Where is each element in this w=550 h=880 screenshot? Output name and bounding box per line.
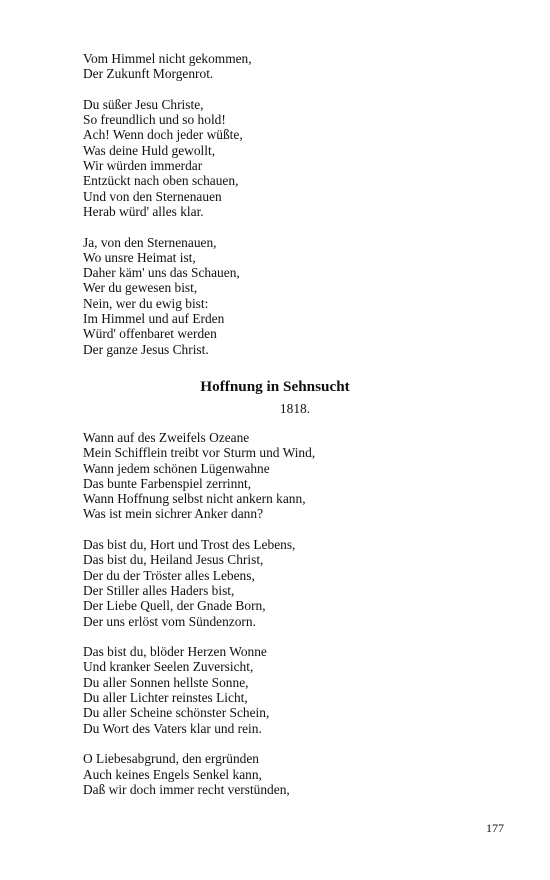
stanza <box>83 430 483 522</box>
verse-line: Im Himmel und auf Erden <box>83 311 225 327</box>
verse-line: Ach! Wenn doch jeder wüßte, <box>83 127 243 143</box>
poem-year: 1818. <box>279 401 311 416</box>
verse-line: Nein, wer du ewig bist: <box>83 295 209 311</box>
verse-line: O Liebesabgrund, den ergründen <box>83 751 260 767</box>
verse-line: Du aller Scheine schönster Schein, <box>83 705 270 721</box>
verse-line: Wann Hoffnung selbst nicht ankern kann, <box>83 491 306 507</box>
verse-line: Wir würden immerdar <box>83 158 203 174</box>
verse-line: Der uns erlöst vom Sündenzorn. <box>83 613 256 629</box>
verse-line: Wann jedem schönen Lügenwahne <box>83 460 270 476</box>
verse-line: Entzückt nach oben schauen, <box>83 173 239 189</box>
verse-line: Und von den Sternenauen <box>83 188 222 204</box>
verse-line: Wann auf des Zweifels Ozeane <box>83 430 250 445</box>
stanza <box>83 644 483 736</box>
verse-line: Daß wir doch immer recht verstünden, <box>83 781 290 797</box>
verse-line: Der Zukunft Morgenrot. <box>83 66 214 82</box>
poem-body <box>83 430 483 797</box>
verse-line: Das bist du, blöder Herzen Wonne <box>83 644 267 660</box>
verse-line: Wo unsre Heimat ist, <box>83 249 196 265</box>
verse-line: Du süßer Jesu Christe, <box>83 96 204 112</box>
verse-line: Der Liebe Quell, der Gnade Born, <box>83 598 266 614</box>
verse-line: Der ganze Jesus Christ. <box>83 341 209 357</box>
verse-line: Auch keines Engels Senkel kann, <box>83 766 262 782</box>
stanza <box>83 751 483 797</box>
verse-line: So freundlich und so hold! <box>83 112 226 128</box>
previous-poem-continuation <box>83 51 483 357</box>
poem-title: Hoffnung in Sehnsucht <box>200 378 350 395</box>
verse-line: Du Wort des Vaters klar und rein. <box>83 720 262 736</box>
stanza <box>83 51 483 82</box>
page-number: 177 <box>486 821 504 835</box>
verse-line: Daher käm' uns das Schauen, <box>83 265 240 281</box>
verse-line: Vom Himmel nicht gekommen, <box>83 51 252 66</box>
stanza <box>83 537 483 629</box>
verse-line: Du aller Lichter reinstes Licht, <box>83 690 248 706</box>
verse-line: Herab würd' alles klar. <box>83 203 204 219</box>
verse-line: Mein Schifflein treibt vor Sturm und Wind, <box>83 445 316 461</box>
stanza <box>83 235 483 357</box>
verse-line: Ja, von den Sternenauen, <box>83 234 217 250</box>
verse-line: Würd' offenbaret werden <box>83 326 217 342</box>
verse-line: Der Stiller alles Haders bist, <box>83 582 235 598</box>
verse-line: Das bunte Farbenspiel zerrinnt, <box>83 475 252 491</box>
stanza <box>83 97 483 219</box>
verse-line: Und kranker Seelen Zuversicht, <box>83 659 254 675</box>
verse-line: Was deine Huld gewollt, <box>83 142 216 158</box>
verse-line: Das bist du, Heiland Jesus Christ, <box>83 552 264 568</box>
verse-line: Wer du gewesen bist, <box>83 280 198 296</box>
verse-line: Der du der Tröster alles Lebens, <box>83 567 255 583</box>
verse-line: Das bist du, Hort und Trost des Lebens, <box>83 537 296 553</box>
verse-line: Was ist mein sichrer Anker dann? <box>83 506 264 522</box>
verse-line: Du aller Sonnen hellste Sonne, <box>83 674 249 690</box>
